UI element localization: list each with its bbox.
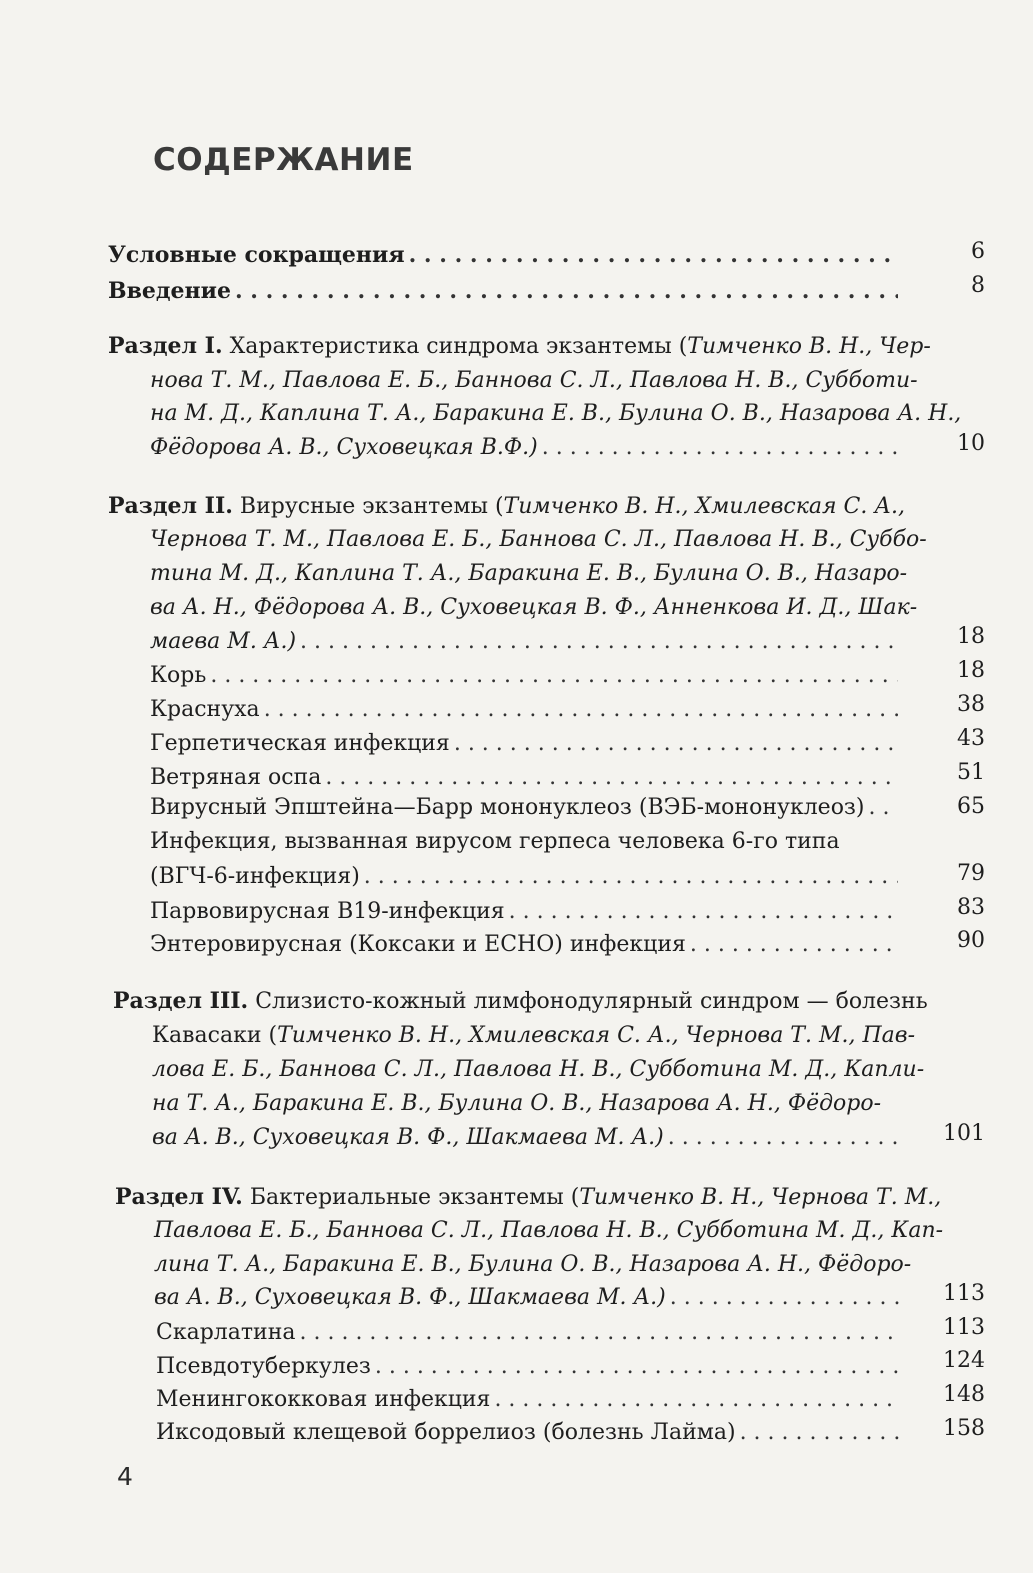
section-1-line-1[interactable] [108, 330, 931, 363]
section-authors: Тимченко В. Н., Хмилевская С. А., Чернова Т. М., Пав- [277, 1023, 916, 1048]
section-2-line-3: тина М. Д., Каплина Т. А., Баракина Е. В., Булина О. В., Назаро- [150, 561, 908, 586]
page-number: 4 [117, 1462, 133, 1491]
section-1-line-3: на М. Д., Каплина Т. А., Баракина Е. В., Булина О. В., Назарова А. Н., [150, 401, 962, 426]
section-2-line-5 [150, 625, 902, 658]
section-3-line-5 [152, 1121, 904, 1154]
leader-dots [409, 239, 898, 272]
leader-dots [740, 1416, 902, 1449]
leader-dots [300, 1316, 903, 1349]
section-title: Кавасаки ( [152, 1023, 278, 1048]
section-title: Бактериальные экзантемы ( [249, 1185, 580, 1210]
section-3-line-2 [152, 1019, 915, 1052]
section-2-line-4: ва А. Н., Фёдорова А. В., Суховецкая В. Ф., Анненкова И. Д., Шак- [150, 595, 918, 620]
toc-page-number: 18 [957, 658, 985, 683]
leader-dots [542, 431, 898, 464]
toc-subentry[interactable]: Иксодовый клещевой боррелиоз (болезнь Лайма) . . . [156, 1416, 906, 1449]
toc-subentry[interactable]: (ВГЧ-6-инфекция) . . . [150, 860, 902, 893]
toc-page-number: 65 [957, 794, 985, 819]
leader-dots [494, 1383, 902, 1416]
toc-page-number: 10 [957, 431, 985, 456]
leader-dots [670, 1281, 902, 1314]
section-authors: ва А. В., Суховецкая В. Ф., Шакмаева М. А.) [154, 1285, 666, 1310]
toc-subentry[interactable]: Герпетическая инфекция . . . [150, 727, 902, 760]
toc-subentry[interactable]: Вирусный Эпштейна—Барр мононуклеоз (ВЭБ-мононуклеоз) . . . [150, 791, 902, 824]
section-title: Характеристика синдрома экзантемы ( [229, 334, 688, 359]
leader-dots [375, 1350, 902, 1383]
toc-page-number: 51 [957, 760, 985, 785]
section-heading: Раздел I. [108, 333, 223, 359]
toc-subentry[interactable]: Парвовирусная В19-инфекция . . . [150, 895, 902, 928]
section-4-line-3: лина Т. А., Баракина Е. В., Булина О. В., Назарова А. Н., Фёдоро- [154, 1252, 912, 1277]
toc-subentry[interactable]: Менингококковая инфекция . . . [156, 1383, 906, 1416]
leader-dots [869, 791, 898, 824]
toc-subentry[interactable]: Корь . . . [150, 659, 902, 692]
toc-entry-label: Введение [108, 278, 231, 304]
leader-dots [690, 928, 898, 961]
section-authors: Фёдорова А. В., Суховецкая В.Ф.) [150, 435, 538, 460]
section-3-line-4: на Т. А., Баракина Е. В., Булина О. В., Назарова А. Н., Фёдоро- [152, 1091, 882, 1116]
section-authors: Тимченко В. Н., Чер- [687, 334, 931, 359]
section-authors: Тимченко В. Н., Чернова Т. М., [579, 1185, 942, 1210]
section-1-line-4 [150, 431, 902, 464]
toc-page-number: 124 [943, 1348, 985, 1373]
section-3-line-1[interactable] [113, 985, 928, 1018]
toc-subentry[interactable]: Скарлатина . . . [156, 1316, 906, 1349]
leader-dots [454, 727, 898, 760]
toc-page-number: 38 [957, 692, 985, 717]
leader-dots [264, 693, 898, 726]
section-3-line-3: лова Е. Б., Баннова С. Л., Павлова Н. В., Субботина М. Д., Капли- [152, 1057, 925, 1082]
toc-subentry[interactable]: Псевдотуберкулез . . . [156, 1350, 906, 1383]
toc-entry-introduction[interactable] [108, 275, 902, 308]
toc-page-number: 43 [957, 726, 985, 751]
section-2-line-2: Чернова Т. М., Павлова Е. Б., Баннова С. Л., Павлова Н. В., Суббо- [150, 527, 927, 552]
section-authors: Тимченко В. Н., Хмилевская С. А., [503, 494, 906, 519]
toc-page-number: 8 [971, 273, 985, 298]
leader-dots [509, 895, 898, 928]
toc-page-number: 6 [971, 239, 985, 264]
toc-page-number: 83 [957, 895, 985, 920]
toc-subentry[interactable]: Ветряная оспа . . . [150, 761, 902, 794]
toc-page-number: 113 [943, 1281, 985, 1306]
section-1-line-2: нова Т. М., Павлова Е. Б., Баннова С. Л., Павлова Н. В., Субботи- [150, 368, 918, 393]
toc-entry-label: Условные сокращения [108, 242, 405, 268]
toc-subentry[interactable]: Инфекция, вызванная вирусом герпеса человека 6-го типа [150, 829, 840, 854]
section-authors: маева М. А.) [150, 629, 297, 654]
section-heading: Раздел IV. [115, 1184, 243, 1210]
toc-subentry[interactable]: Краснуха . . . [150, 693, 902, 726]
toc-subentry[interactable]: Энтеровирусная (Коксаки и ЕСНО) инфекция . . . [150, 928, 902, 961]
section-title: Слизисто-кожный лимфонодулярный синдром — болезнь [255, 989, 928, 1014]
toc-page-number: 101 [943, 1121, 985, 1146]
leader-dots [300, 625, 898, 658]
section-4-line-1[interactable] [115, 1181, 941, 1214]
section-2-line-1[interactable] [108, 490, 905, 523]
toc-page-number: 90 [957, 928, 985, 953]
toc-entry-abbreviations[interactable] [108, 239, 902, 272]
section-title: Вирусные экзантемы ( [239, 494, 504, 519]
leader-dots [210, 659, 898, 692]
section-4-line-4 [154, 1281, 906, 1314]
leader-dots [235, 275, 898, 308]
leader-dots [668, 1121, 900, 1154]
toc-page-number: 18 [957, 624, 985, 649]
section-authors: ва А. В., Суховецкая В. Ф., Шакмаева М. А.) [152, 1125, 664, 1150]
toc-page-number: 113 [943, 1315, 985, 1340]
toc-page-number: 158 [943, 1416, 985, 1441]
leader-dots [325, 761, 898, 794]
section-heading: Раздел III. [113, 988, 249, 1014]
section-4-line-2: Павлова Е. Б., Баннова С. Л., Павлова Н. В., Субботина М. Д., Кап- [154, 1218, 944, 1243]
page-title: СОДЕРЖАНИЕ [153, 142, 414, 178]
section-heading: Раздел II. [108, 493, 233, 519]
toc-page-number: 79 [957, 861, 985, 886]
toc-page-number: 148 [943, 1382, 985, 1407]
leader-dots [364, 860, 898, 893]
